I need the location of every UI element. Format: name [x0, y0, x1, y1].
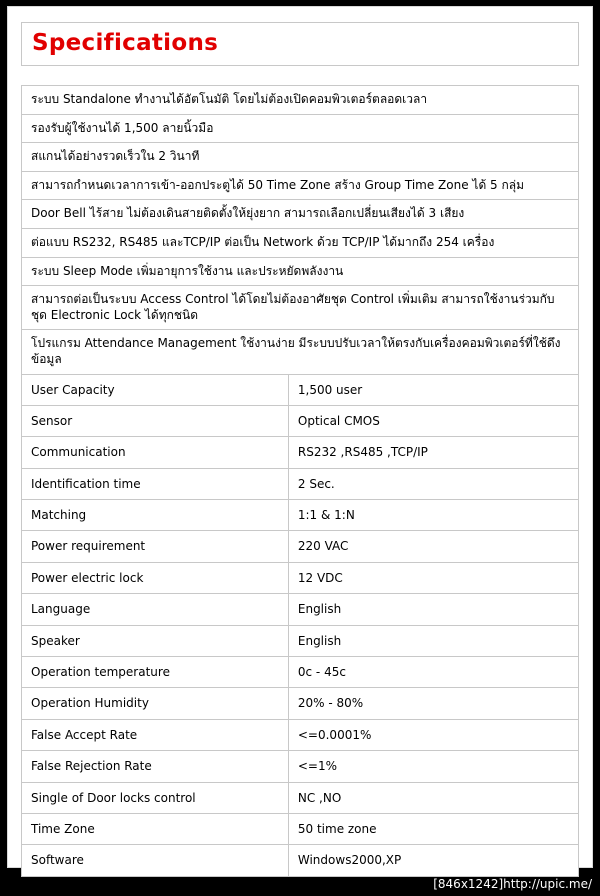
- spec-label: Time Zone: [22, 814, 289, 844]
- spec-value: Optical CMOS: [297, 413, 380, 428]
- spec-value: NC ,NO: [297, 790, 342, 805]
- feature-row: สามารถกำหนดเวลาการเข้า-ออกประตูได้ 50 Time Zone สร้าง Group Time Zone ได้ 5 กลุ่ม: [21, 171, 579, 201]
- spec-sheet: [7, 6, 593, 868]
- spec-row: [21, 750, 579, 782]
- spec-row: [21, 813, 579, 845]
- spec-value: 1:1 & 1:N: [297, 508, 355, 523]
- feature-row: ระบบ Standalone ทำงานได้อัตโนมัติ โดยไม่ต้องเปิดคอมพิวเตอร์ตลอดเวลา: [21, 85, 579, 115]
- spec-row: [21, 436, 579, 468]
- feature-list: [21, 85, 579, 375]
- spec-label: Language: [22, 594, 289, 624]
- feature-row: ระบบ Sleep Mode เพิ่มอายุการใช้งาน และประหยัดพลังงาน: [21, 257, 579, 287]
- spec-value: Windows2000,XP: [297, 853, 402, 868]
- spec-value: 2 Sec.: [297, 476, 335, 491]
- spec-row: [21, 625, 579, 657]
- spec-value: 12 VDC: [297, 570, 343, 585]
- spec-row: [21, 593, 579, 625]
- image-caption: [846x1242]http://upic.me/: [433, 877, 592, 891]
- spec-row: [21, 562, 579, 594]
- spec-value: <=0.0001%: [297, 727, 372, 742]
- spec-row: [21, 687, 579, 719]
- spec-label: Matching: [22, 500, 289, 530]
- spec-label: Power requirement: [22, 531, 289, 561]
- spec-value: RS232 ,RS485 ,TCP/IP: [297, 445, 428, 460]
- spec-label: Identification time: [22, 469, 289, 499]
- spec-value: 50 time zone: [297, 822, 377, 836]
- spec-value: 1,500 user: [297, 382, 363, 397]
- spec-table: [21, 374, 579, 877]
- spec-label: User Capacity: [22, 375, 289, 405]
- spec-row: [21, 468, 579, 500]
- feature-row: สามารถต่อเป็นระบบ Access Control ได้โดยไม่ต้องอาศัยชุด Control เพิ่มเติม สามารถใช้งานร่วมกับชุด Electronic Lock ได้ทุกชนิด: [21, 285, 579, 330]
- spec-row: [21, 782, 579, 814]
- spec-label: Single of Door locks control: [22, 783, 289, 813]
- spec-row: [21, 530, 579, 562]
- feature-row: รองรับผู้ใช้งานได้ 1,500 ลายนิ้วมือ: [21, 114, 579, 144]
- title-box: [21, 22, 579, 66]
- spec-value: <=1%: [297, 759, 338, 774]
- spec-label: False Accept Rate: [22, 720, 289, 750]
- spec-row: [21, 719, 579, 751]
- feature-row: Door Bell ไร้สาย ไม่ต้องเดินสายติดตั้งให้ยุ่งยาก สามารถเลือกเปลี่ยนเสียงได้ 3 เสียง: [21, 199, 579, 229]
- spec-label: Speaker: [22, 626, 289, 656]
- spec-label: Power electric lock: [22, 563, 289, 593]
- feature-row: โปรแกรม Attendance Management ใช้งานง่าย มีระบบปรับเวลาให้ตรงกับเครื่องคอมพิวเตอร์ที่ใช้ดึงข้อมูล: [21, 329, 579, 374]
- feature-row: สแกนได้อย่างรวดเร็วใน 2 วินาที: [21, 142, 579, 172]
- feature-row: ต่อแบบ RS232, RS485 และTCP/IP ต่อเป็น Network ด้วย TCP/IP ได้มากถึง 254 เครื่อง: [21, 228, 579, 258]
- spec-label: False Rejection Rate: [22, 751, 289, 781]
- spec-row: [21, 499, 579, 531]
- page-title: Specifications: [32, 30, 219, 56]
- spec-label: Sensor: [22, 406, 289, 436]
- spec-value: English: [297, 633, 342, 648]
- spec-label: Communication: [22, 437, 289, 467]
- spec-row: [21, 844, 579, 876]
- spec-label: Software: [22, 845, 289, 875]
- spec-row: [21, 405, 579, 437]
- spec-value: English: [297, 602, 342, 617]
- spec-label: Operation temperature: [22, 657, 289, 687]
- spec-row: [21, 374, 579, 406]
- spec-value: 20% - 80%: [297, 696, 364, 711]
- spec-value: 220 VAC: [297, 539, 349, 554]
- spec-row: [21, 656, 579, 688]
- spec-value: 0c - 45c: [297, 665, 346, 680]
- spec-label: Operation Humidity: [22, 688, 289, 718]
